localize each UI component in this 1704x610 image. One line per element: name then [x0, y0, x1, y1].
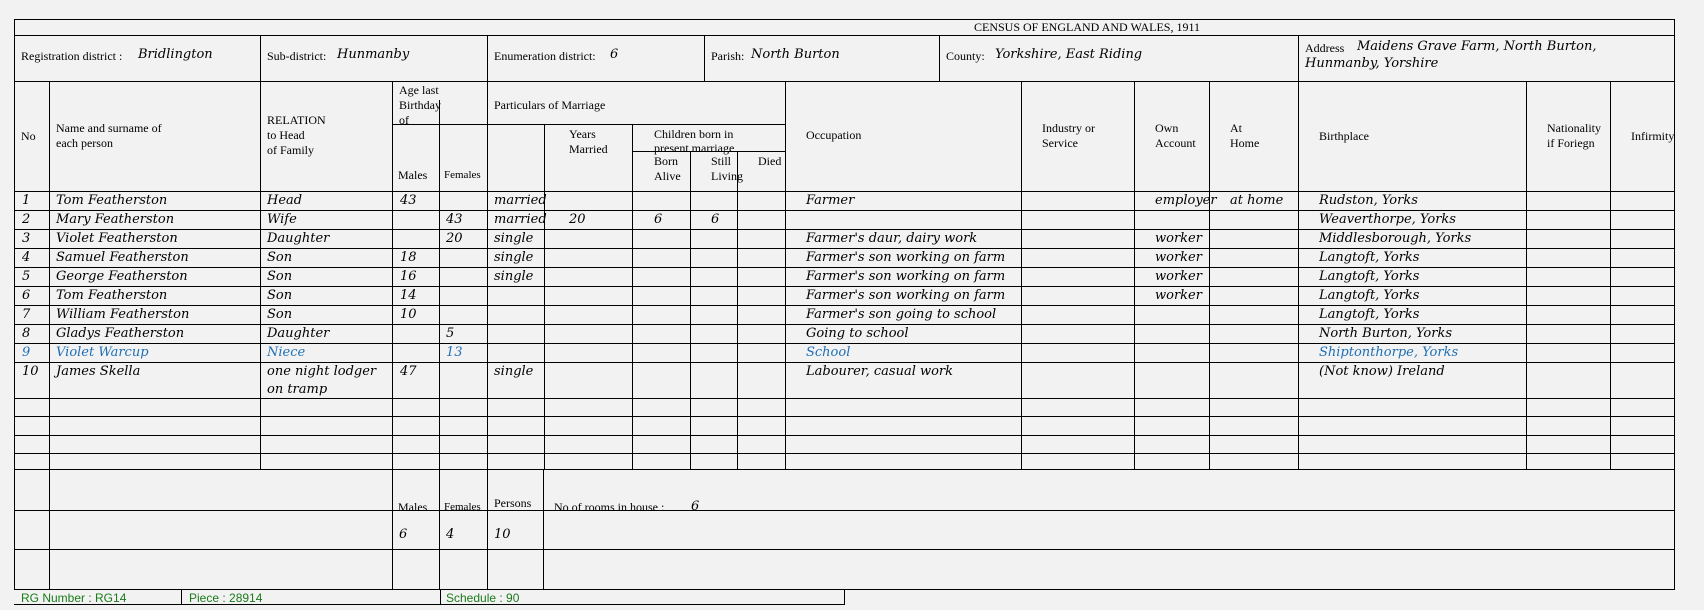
cell-relation: Son	[267, 307, 293, 322]
census-title: CENSUS OF ENGLAND AND WALES, 1911	[973, 20, 1200, 34]
col-born-1: Born	[654, 154, 678, 168]
rule	[1298, 35, 1299, 81]
enumeration-label: Enumeration district:	[494, 49, 596, 63]
cell-birthplace: North Burton, Yorks	[1319, 326, 1453, 341]
totals-females-label: Females	[444, 501, 481, 513]
rule	[704, 35, 705, 81]
col-birthplace: Birthplace	[1319, 129, 1369, 143]
county-value: Yorkshire, East Riding	[995, 47, 1143, 62]
cell-occupation: Farmer's son working on farm	[806, 288, 1006, 303]
col-industry-2: Service	[1042, 136, 1078, 150]
registration-label: Registration district :	[21, 49, 123, 63]
cell-home: at home	[1230, 193, 1284, 208]
cell-name: Violet Featherston	[56, 231, 178, 246]
rule	[49, 81, 50, 510]
rule	[14, 35, 1674, 36]
cell-occupation: Farmer's son going to school	[806, 307, 997, 322]
row-rule	[14, 453, 1674, 454]
cell-females: 43	[446, 212, 463, 227]
parish-label: Parish:	[711, 49, 745, 63]
col-children-1: Children born in	[654, 127, 734, 141]
cell-birthplace: Langtoft, Yorks	[1319, 307, 1420, 322]
cell-relation: Head	[267, 193, 303, 208]
cell-males: 47	[400, 364, 417, 379]
cell-own: employer	[1155, 193, 1217, 208]
col-own-2: Account	[1155, 136, 1196, 150]
totals-males: 6	[399, 527, 408, 542]
cell-males: 43	[400, 193, 417, 208]
subdistrict-label: Sub-district:	[267, 49, 327, 63]
cell-birthplace: Langtoft, Yorks	[1319, 269, 1420, 284]
col-own-1: Own	[1155, 121, 1179, 135]
cell-marital: single	[494, 364, 534, 379]
rule	[260, 35, 261, 81]
rooms-value: 6	[691, 499, 700, 514]
cell-relation: Wife	[267, 212, 297, 227]
cell-occupation: Labourer, casual work	[806, 364, 954, 379]
cell-marital: single	[494, 250, 534, 265]
registration-value: Bridlington	[138, 47, 213, 62]
rule	[14, 604, 844, 605]
cell-birthplace: Langtoft, Yorks	[1319, 288, 1420, 303]
totals-males-label: Males	[398, 500, 428, 514]
col-still-2: Living	[711, 169, 743, 183]
cell-name: Tom Featherston	[56, 193, 168, 208]
cell-birthplace: Rudston, Yorks	[1319, 193, 1418, 208]
address-label: Address	[1305, 41, 1345, 55]
rule	[440, 590, 441, 605]
cell-name: Gladys Featherston	[56, 326, 185, 341]
cell-relation: Daughter	[267, 326, 330, 341]
rule	[1526, 81, 1527, 469]
rule	[1021, 81, 1022, 469]
cell-own: worker	[1155, 250, 1202, 265]
cell-birthplace: (Not know) Ireland	[1319, 364, 1445, 379]
cell-birthplace: Shiptonthorpe, Yorks	[1319, 345, 1459, 360]
cell-males: 18	[400, 250, 417, 265]
row-rule	[14, 416, 1674, 417]
rule	[939, 35, 940, 81]
col-name-2: each person	[56, 136, 113, 150]
totals-persons-label: Persons	[494, 496, 532, 510]
cell-own: worker	[1155, 288, 1202, 303]
rule	[487, 81, 488, 590]
col-industry-1: Industry or	[1042, 121, 1095, 135]
cell-name: Tom Featherston	[56, 288, 168, 303]
col-years-2: Married	[569, 142, 608, 156]
row-rule	[14, 435, 1674, 436]
cell-name: George Featherston	[56, 269, 188, 284]
rule	[543, 469, 544, 590]
rule	[260, 81, 261, 469]
cell-males: 10	[400, 307, 417, 322]
cell-no: 3	[22, 231, 31, 246]
address-value-line2: Hunmanby, Yorshire	[1305, 56, 1439, 71]
col-still-1: Still	[711, 154, 732, 168]
col-nationality-1: Nationality	[1547, 121, 1601, 135]
rule	[737, 151, 738, 469]
cell-males: 16	[400, 269, 417, 284]
cell-relation: Son	[267, 250, 293, 265]
col-occupation: Occupation	[806, 128, 862, 142]
rule	[785, 81, 786, 469]
cell-occupation: Farmer's daur, dairy work	[806, 231, 978, 246]
cell-occupation: Farmer	[806, 193, 855, 208]
cell-no: 9	[22, 345, 31, 360]
cell-no: 6	[22, 288, 31, 303]
col-relation-3: of Family	[267, 143, 314, 157]
cell-marital: single	[494, 269, 534, 284]
cell-name: Violet Warcup	[56, 345, 149, 360]
cell-relation: one night lodger on tramp	[267, 364, 377, 397]
rule	[1610, 81, 1611, 469]
cell-males: 14	[400, 288, 417, 303]
col-died: Died	[758, 154, 782, 168]
cell-females: 5	[446, 326, 455, 341]
cell-no: 10	[22, 364, 39, 379]
cell-own: worker	[1155, 269, 1202, 284]
col-no: No	[21, 129, 36, 143]
cell-occupation: Going to school	[806, 326, 909, 341]
col-infirmity: Infirmity	[1631, 129, 1675, 143]
rule	[544, 124, 545, 469]
cell-relation: Son	[267, 269, 293, 284]
totals-females: 4	[446, 527, 455, 542]
col-males: Males	[398, 168, 428, 182]
col-age-2: Birthday	[399, 98, 441, 112]
col-marriage: Particulars of Marriage	[494, 98, 606, 112]
frame-right	[1674, 19, 1675, 590]
enumeration-value: 6	[610, 47, 619, 62]
census-sheet	[14, 19, 1674, 591]
rule	[487, 35, 488, 81]
rule	[14, 510, 1674, 511]
piece-number: Piece : 28914	[189, 591, 263, 605]
rule	[14, 549, 1674, 550]
col-age-3: of	[399, 113, 409, 127]
totals-persons: 10	[494, 527, 511, 542]
cell-birthplace: Weaverthorpe, Yorks	[1319, 212, 1456, 227]
col-age-1: Age last	[399, 83, 439, 97]
cell-no: 2	[22, 212, 31, 227]
cell-females: 20	[446, 231, 463, 246]
col-nationality-2: if Foriegn	[1547, 136, 1595, 150]
col-home-1: At	[1230, 121, 1242, 135]
rooms-label: No of rooms in house :	[554, 500, 665, 514]
cell-years: 20	[569, 212, 586, 227]
cell-relation: Daughter	[267, 231, 330, 246]
cell-name: William Featherston	[56, 307, 190, 322]
col-relation-2: to Head	[267, 128, 305, 142]
cell-marital: single	[494, 231, 534, 246]
rule	[844, 590, 845, 605]
cell-marital: married	[494, 193, 547, 208]
cell-no: 7	[22, 307, 31, 322]
cell-born: 6	[654, 212, 663, 227]
cell-relation: Son	[267, 288, 293, 303]
col-years-1: Years	[569, 127, 596, 141]
col-born-2: Alive	[654, 169, 681, 183]
rule	[14, 469, 1674, 470]
rule	[690, 151, 691, 469]
cell-occupation: School	[806, 345, 851, 360]
rule	[49, 469, 50, 590]
rule	[14, 81, 1674, 82]
rg-number: RG Number : RG14	[21, 591, 127, 605]
rule	[1134, 81, 1135, 469]
cell-birthplace: Langtoft, Yorks	[1319, 250, 1420, 265]
col-females: Females	[444, 169, 481, 181]
rule	[181, 590, 182, 605]
cell-marital: married	[494, 212, 547, 227]
rule	[632, 124, 633, 469]
cell-no: 5	[22, 269, 31, 284]
cell-occupation: Farmer's son working on farm	[806, 250, 1006, 265]
rule	[392, 124, 785, 125]
col-name-1: Name and surname of	[56, 121, 162, 135]
cell-occupation: Farmer's son working on farm	[806, 269, 1006, 284]
col-relation-1: RELATION	[267, 113, 326, 127]
schedule-number: Schedule : 90	[446, 591, 520, 605]
cell-no: 1	[22, 193, 31, 208]
county-label: County:	[946, 49, 985, 63]
rule	[392, 81, 393, 590]
cell-no: 8	[22, 326, 31, 341]
cell-still: 6	[711, 212, 720, 227]
cell-name: James Skella	[56, 364, 141, 379]
subdistrict-value: Hunmanby	[337, 47, 410, 62]
cell-no: 4	[22, 250, 31, 265]
parish-value: North Burton	[751, 47, 840, 62]
address-value-line1: Maidens Grave Farm, North Burton,	[1357, 39, 1597, 54]
cell-birthplace: Middlesborough, Yorks	[1319, 231, 1472, 246]
cell-name: Mary Featherston	[56, 212, 175, 227]
rule	[1209, 81, 1210, 469]
cell-name: Samuel Featherston	[56, 250, 189, 265]
cell-relation: Niece	[267, 345, 306, 360]
rule	[439, 100, 440, 590]
col-children-2: present marriage	[654, 141, 735, 155]
row-rule	[14, 398, 1674, 399]
col-home-2: Home	[1230, 136, 1260, 150]
cell-females: 13	[446, 345, 463, 360]
rule	[1298, 81, 1299, 469]
cell-own: worker	[1155, 231, 1202, 246]
